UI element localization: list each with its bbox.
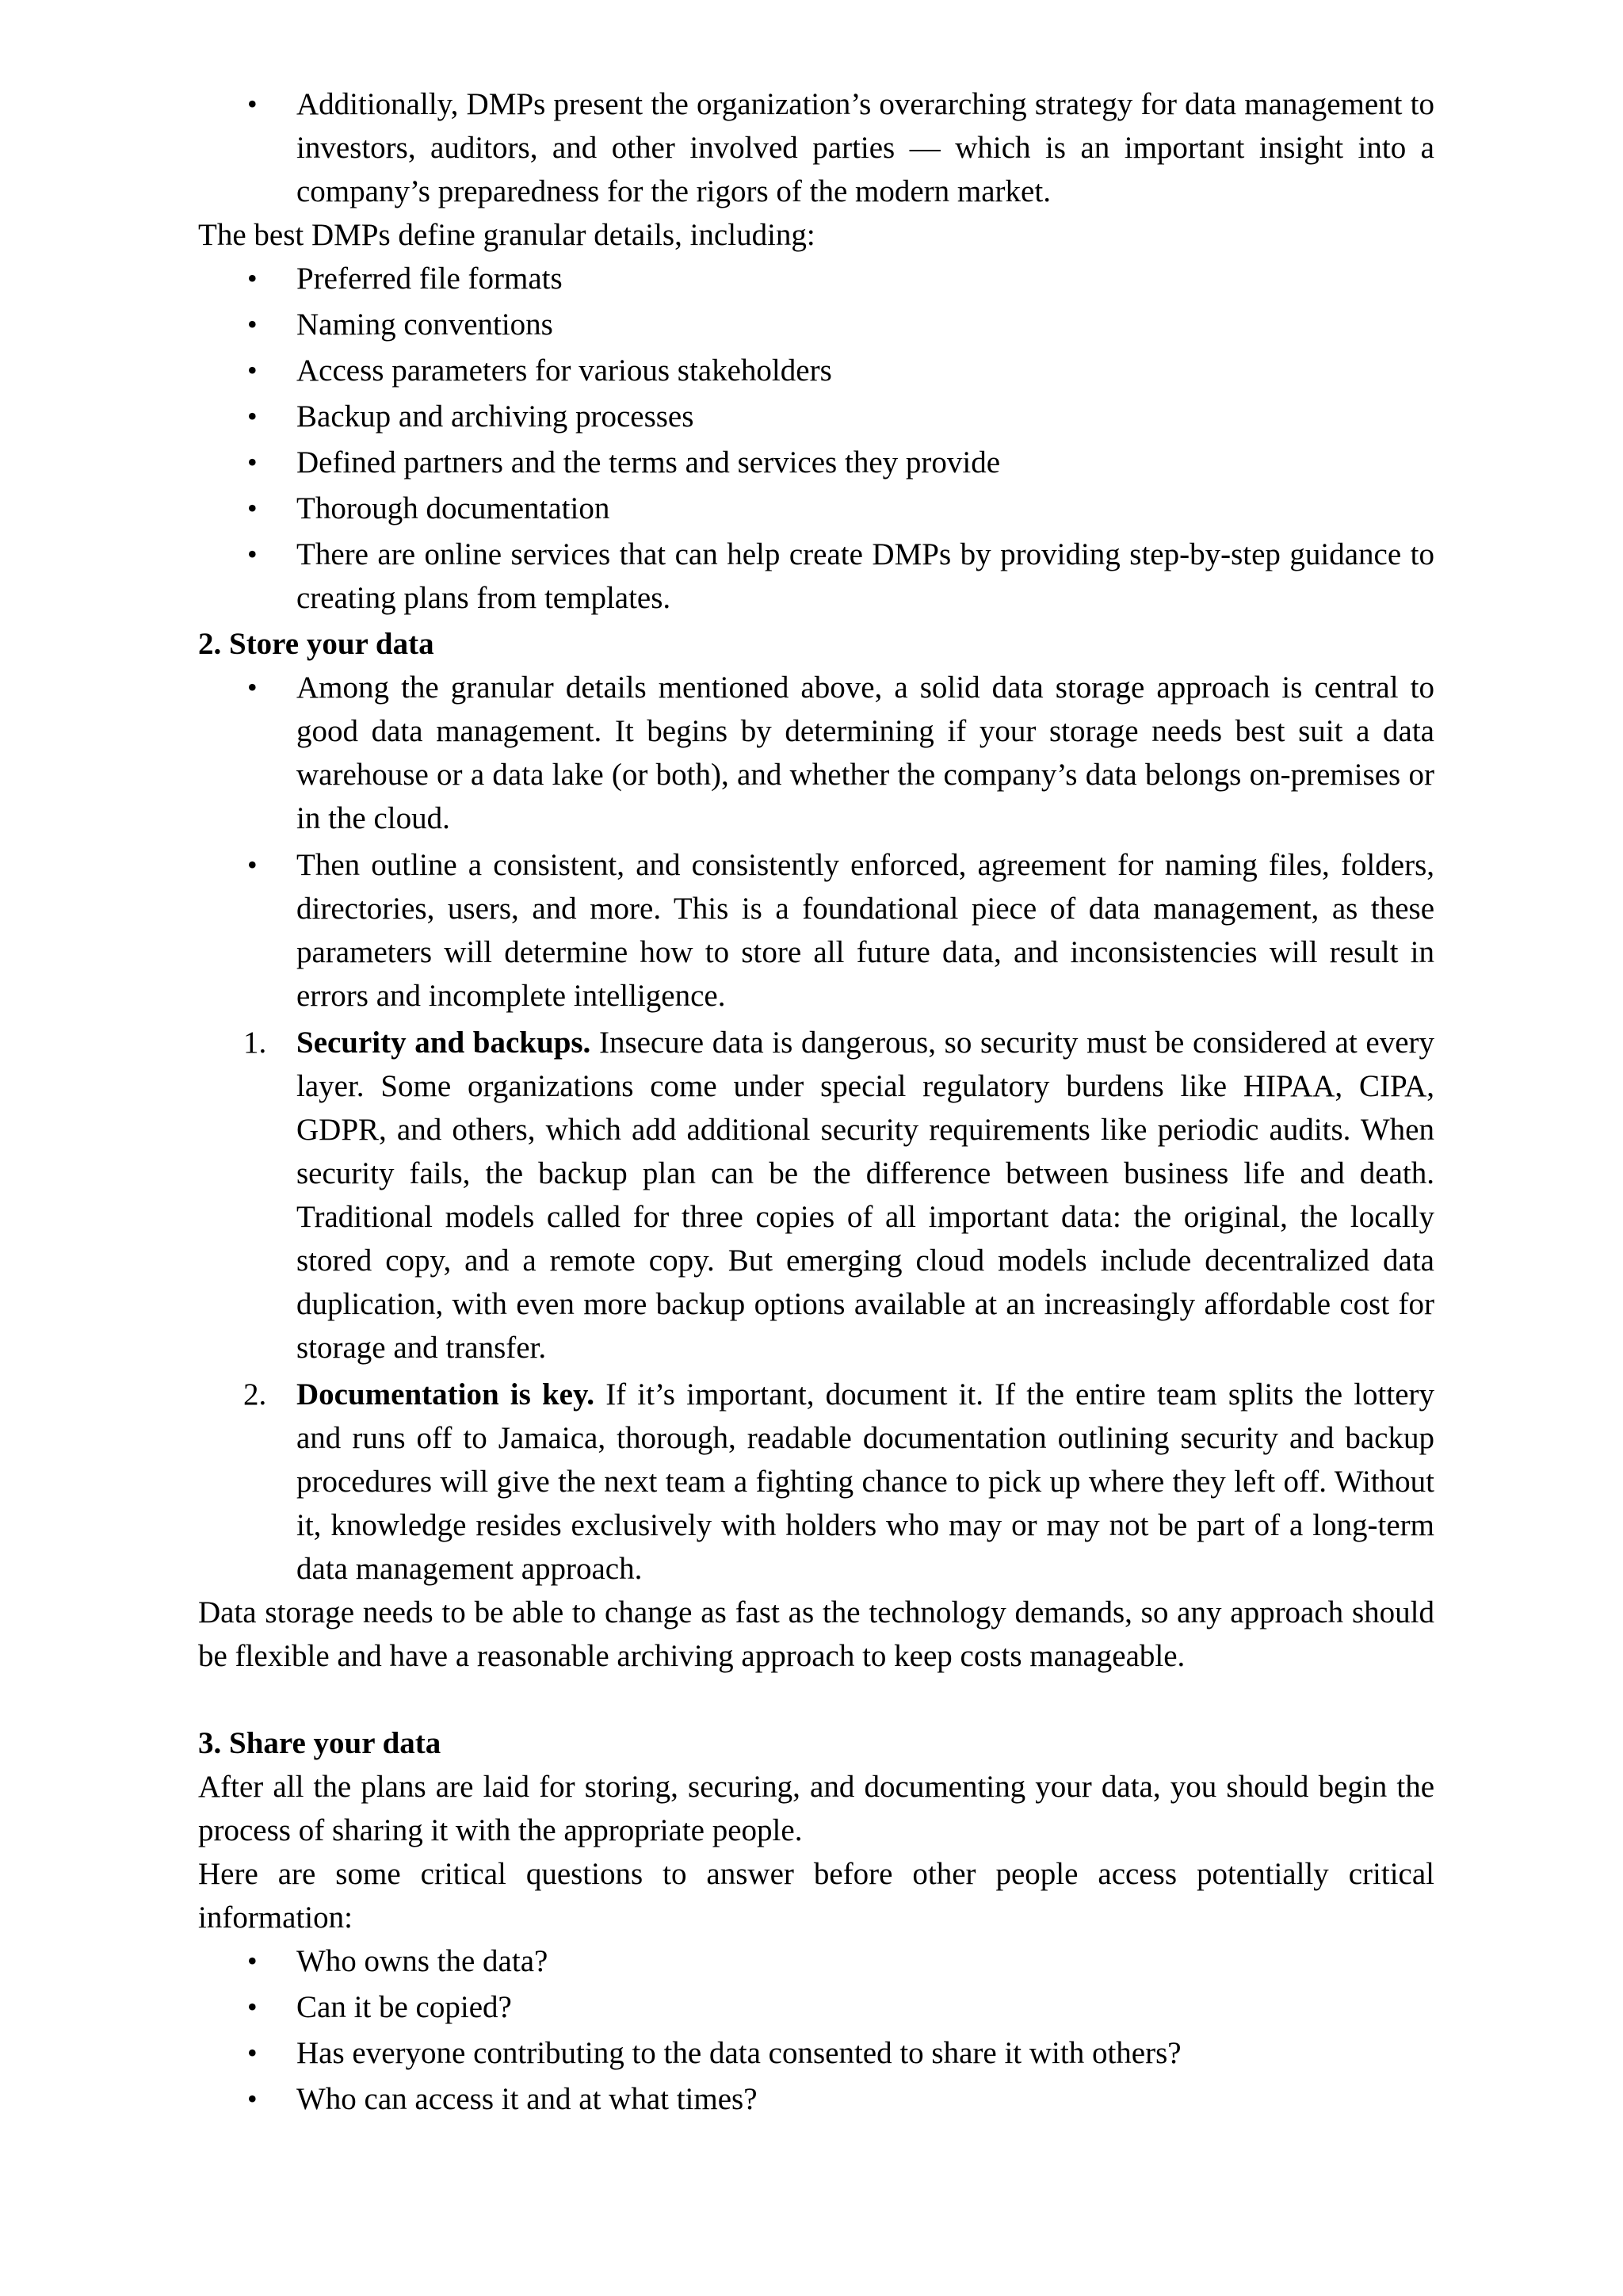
granular-details-list [198,257,1434,620]
list-item: • Preferred file formats [198,257,1434,300]
list-item: • Can it be copied? [198,1985,1434,2029]
numbered-item-documentation [198,1373,1434,1591]
item-title: Security and backups. [296,1026,591,1060]
list-item: • Who can access it and at what times? [198,2077,1434,2121]
share-paragraph-1: After all the plans are laid for storing, securing, and documenting your data, you should begin the process of sharing it with the appropriate people. [198,1770,1434,1847]
intro-bullet-list [198,82,1434,213]
section-heading-share: 3. Share your data [198,1726,441,1760]
document-body [198,82,1434,2123]
list-item: • Has everyone contributing to the data consented to share it with others? [198,2031,1434,2075]
share-paragraph-2: Here are some critical questions to answer before other people access potentially critical information: [198,1857,1434,1935]
item-number: 2. [243,1377,267,1412]
list-item: • Defined partners and the terms and services they provide [198,441,1434,484]
section-heading-store: 2. Store your data [198,627,434,661]
list-item: • Thorough documentation [198,487,1434,530]
item-title: Documentation is key. [296,1377,595,1412]
numbered-item-security [198,1021,1434,1373]
share-questions-list [198,1939,1434,2121]
store-numbered-list [198,1021,1434,1591]
list-item: • Naming conventions [198,303,1434,346]
list-item: • Who owns the data? [198,1939,1434,1983]
granular-intro: The best DMPs define granular details, including: [198,218,815,252]
item-number: 1. [243,1026,267,1060]
list-item: • Additionally, DMPs present the organization’s overarching strategy for data management to investors, auditors, and other involved parties — which is an important insight into a company’s preparedness for the rigors of the modern market. [198,82,1434,213]
list-item: • Among the granular details mentioned above, a solid data storage approach is central to good data management. It begins by determining if your storage needs best suit a data warehouse or a data lake (or both), and whether the company’s data belongs on-premises or in the cloud. [198,666,1434,843]
list-item: • There are online services that can help create DMPs by providing step-by-step guidance to creating plans from templates. [198,533,1434,620]
list-item: • Backup and archiving processes [198,395,1434,438]
item-text: Insecure data is dangerous, so security must be considered at every layer. Some organizations come under special regulatory burdens like HIPAA, CIPA, GDPR, and others, which add additional security requirements like periodic audits. When security fails, the backup plan can be the difference between business life and death. Traditional models called for three copies of all important data: the original, the locally stored copy, and a remote copy. But emerging cloud models include decentralized data duplication, with even more backup options available at an increasingly affordable cost for storage and transfer. [296,1026,1434,1365]
item-text: If it’s important, document it. If the entire team splits the lottery and runs off to Jamaica, thorough, readable documentation outlining security and backup procedures will give the next team a fighting chance to pick up where they left off. Without it, knowledge resides exclusively with holders who may or may not be part of a long-term data management approach. [296,1377,1434,1586]
list-item: • Then outline a consistent, and consistently enforced, agreement for naming files, folders, directories, users, and more. This is a foundational piece of data management, as these parameters will determine how to store all future data, and inconsistencies will result in errors and incomplete intelligence. [198,843,1434,1021]
list-item: • Access parameters for various stakeholders [198,349,1434,392]
store-closing-paragraph: Data storage needs to be able to change as fast as the technology demands, so any approach should be flexible and have a reasonable archiving approach to keep costs manageable. [198,1595,1434,1673]
blank-line [198,1678,1434,1721]
store-bullet-list [198,666,1434,1021]
